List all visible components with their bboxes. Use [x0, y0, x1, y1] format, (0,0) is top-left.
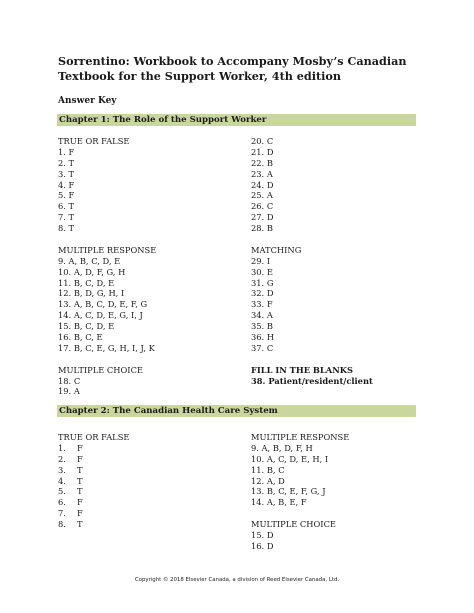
chapter-2-heading: Chapter 2: The Canadian Health Care System — [57, 405, 416, 417]
answer-line — [58, 508, 129, 519]
answer-value: F — [77, 442, 83, 453]
chapter-1-left-column — [58, 136, 156, 397]
answer-value: T — [77, 486, 83, 497]
answer-line — [58, 443, 129, 454]
answer-line: 10. A, C, D, E, H, I — [251, 453, 329, 464]
answer-line: 6. T — [58, 201, 75, 212]
answer-line: 28. B — [251, 223, 273, 234]
spacer — [58, 354, 156, 365]
spacer — [251, 354, 373, 365]
section-label: MULTIPLE CHOICE — [251, 519, 336, 530]
question-number: 3. — [58, 464, 66, 475]
spacer — [58, 234, 156, 245]
answer-line: 16. B, C, E — [58, 332, 103, 343]
answer-line: 12. B, D, G, H, I — [58, 288, 125, 299]
answer-line: 9. A, B, D, F, H — [251, 442, 313, 453]
answer-value: F — [77, 508, 83, 519]
spacer — [251, 234, 373, 245]
question-number: 7. — [58, 508, 66, 519]
section-label: TRUE OR FALSE — [58, 432, 130, 442]
spacer — [251, 508, 349, 519]
chapter-1-heading: Chapter 1: The Role of the Support Worker — [57, 114, 416, 126]
copyright-footer: Copyright © 2018 Elsevier Canada, a division of Reed Elsevier Canada, Ltd. — [134, 577, 340, 583]
answer-line: 36. H — [251, 332, 275, 343]
answer-line: 10. A, D, F, G, H — [58, 266, 126, 277]
chapter-2-left-column — [58, 432, 129, 530]
question-number: 6. — [58, 497, 66, 508]
answer-line: 20. C — [251, 136, 274, 146]
answer-line: 24. D — [251, 179, 274, 190]
answer-line: 15. B, C, D, E — [58, 321, 115, 332]
answer-line: 29. I — [251, 255, 271, 266]
answer-line — [58, 454, 129, 465]
answer-value: T — [77, 519, 83, 530]
answer-line: 16. D — [251, 540, 274, 551]
answer-value: F — [77, 453, 83, 464]
answer-line: 33. F — [251, 299, 273, 310]
question-number: 4. — [58, 475, 66, 486]
section-label: MULTIPLE CHOICE — [58, 364, 143, 375]
answer-value: T — [77, 475, 83, 486]
answer-line: 35. B — [251, 321, 273, 332]
answer-line: 38. Patient/resident/client — [251, 375, 373, 386]
answer-line — [58, 465, 129, 476]
question-number: 8. — [58, 519, 66, 530]
answer-line: 22. B — [251, 157, 273, 168]
answer-line: 4. F — [58, 179, 75, 190]
answer-line: 2. T — [58, 157, 75, 168]
answer-line — [58, 497, 129, 508]
answer-line: 34. A — [251, 310, 273, 321]
answer-line: 14. A, B, E, F — [251, 497, 307, 508]
answer-line: 19. A — [58, 386, 80, 397]
answer-line: 15. D — [251, 530, 274, 541]
document-title: Sorrentino: Workbook to Accompany Mosby’s Canadian Textbook for the Support Worker, 4th edition — [58, 54, 407, 83]
answer-line: 11. B, C — [251, 464, 285, 475]
answer-line: 23. A — [251, 168, 273, 179]
answer-line — [58, 476, 129, 487]
chapter-2-right-column — [251, 432, 349, 552]
answer-value: T — [77, 464, 83, 475]
section-label: TRUE OR FALSE — [58, 136, 130, 146]
answer-line: 12. A, D — [251, 475, 285, 486]
answer-line: 25. A — [251, 190, 273, 201]
chapter-1-right-column — [251, 136, 373, 386]
section-label: MULTIPLE RESPONSE — [251, 432, 350, 442]
answer-line — [58, 486, 129, 497]
section-label: FILL IN THE BLANKS — [251, 364, 353, 375]
answer-line: 17. B, C, E, G, H, I, J, K — [58, 342, 155, 353]
answer-line — [58, 519, 129, 530]
question-number: 5. — [58, 486, 66, 497]
answer-line: 21. D — [251, 146, 274, 157]
answer-line: 1. F — [58, 146, 75, 157]
answer-line: 7. T — [58, 212, 75, 223]
answer-value: F — [77, 497, 83, 508]
section-label: MATCHING — [251, 244, 302, 255]
answer-line: 5. F — [58, 190, 75, 201]
question-number: 1. — [58, 442, 66, 453]
answer-line: 32. D — [251, 288, 274, 299]
question-number: 2. — [58, 453, 66, 464]
answer-line: 26. C — [251, 201, 274, 212]
answer-line: 3. T — [58, 168, 75, 179]
answer-line: 27. D — [251, 212, 274, 223]
answer-line: 18. C — [58, 375, 81, 386]
section-label: MULTIPLE RESPONSE — [58, 244, 157, 255]
answer-line: 14. A, C, D, E, G, I, J — [58, 310, 143, 321]
answer-line: 31. G — [251, 277, 274, 288]
answer-line: 30. E — [251, 266, 273, 277]
answer-line: 9. A, B, C, D, E — [58, 255, 121, 266]
answer-key-heading: Answer Key — [58, 96, 117, 106]
answer-line: 13. B, C, E, F, G, J — [251, 486, 326, 497]
answer-line: 11. B, C, D, E — [58, 277, 115, 288]
answer-line: 13. A, B, C, D, E, F, G — [58, 299, 148, 310]
answer-line: 8. T — [58, 223, 75, 234]
answer-line: 37. C — [251, 342, 274, 353]
